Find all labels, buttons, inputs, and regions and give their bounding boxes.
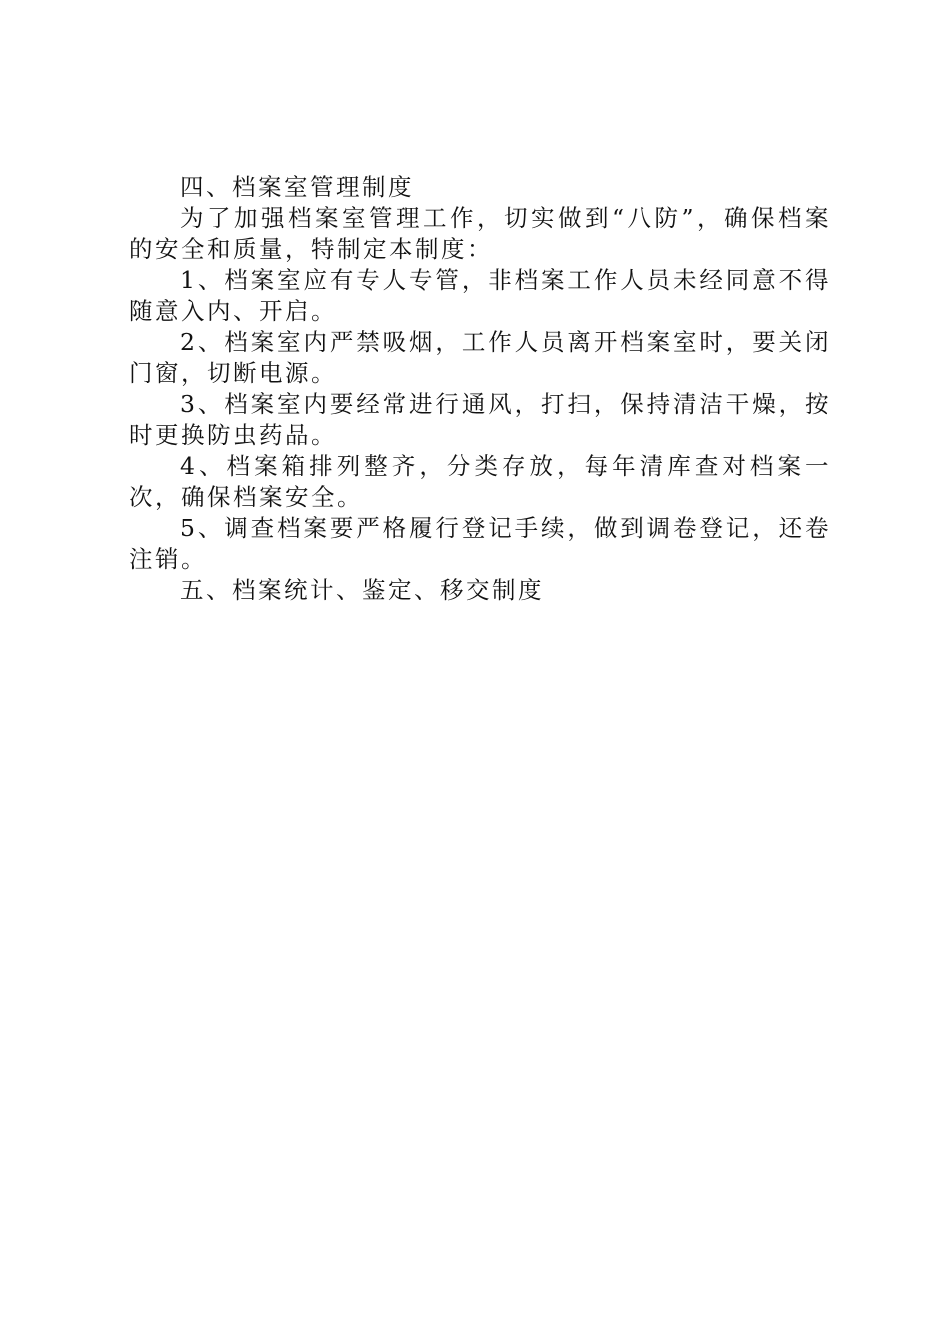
section-heading-4: 四、档案室管理制度 — [180, 173, 414, 201]
intro-paragraph: 为了加强档案室管理工作，切实做到“八防”，确保档案的安全和质量，特制定本制度： — [129, 204, 831, 263]
rule-item-4: 4、档案箱排列整齐，分类存放，每年清库查对档案一次，确保档案安全。 — [129, 452, 831, 511]
section-heading-5: 五、档案统计、鉴定、移交制度 — [180, 576, 544, 604]
rule-item-2: 2、档案室内严禁吸烟，工作人员离开档案室时，要关闭门窗，切断电源。 — [129, 328, 831, 387]
rule-item-5: 5、调查档案要严格履行登记手续，做到调卷登记，还卷注销。 — [129, 514, 831, 573]
rule-item-3: 3、档案室内要经常进行通风，打扫，保持清洁干燥，按时更换防虫药品。 — [129, 390, 831, 449]
document-body — [129, 172, 831, 606]
rule-item-1: 1、档案室应有专人专管，非档案工作人员未经同意不得随意入内、开启。 — [129, 266, 831, 325]
